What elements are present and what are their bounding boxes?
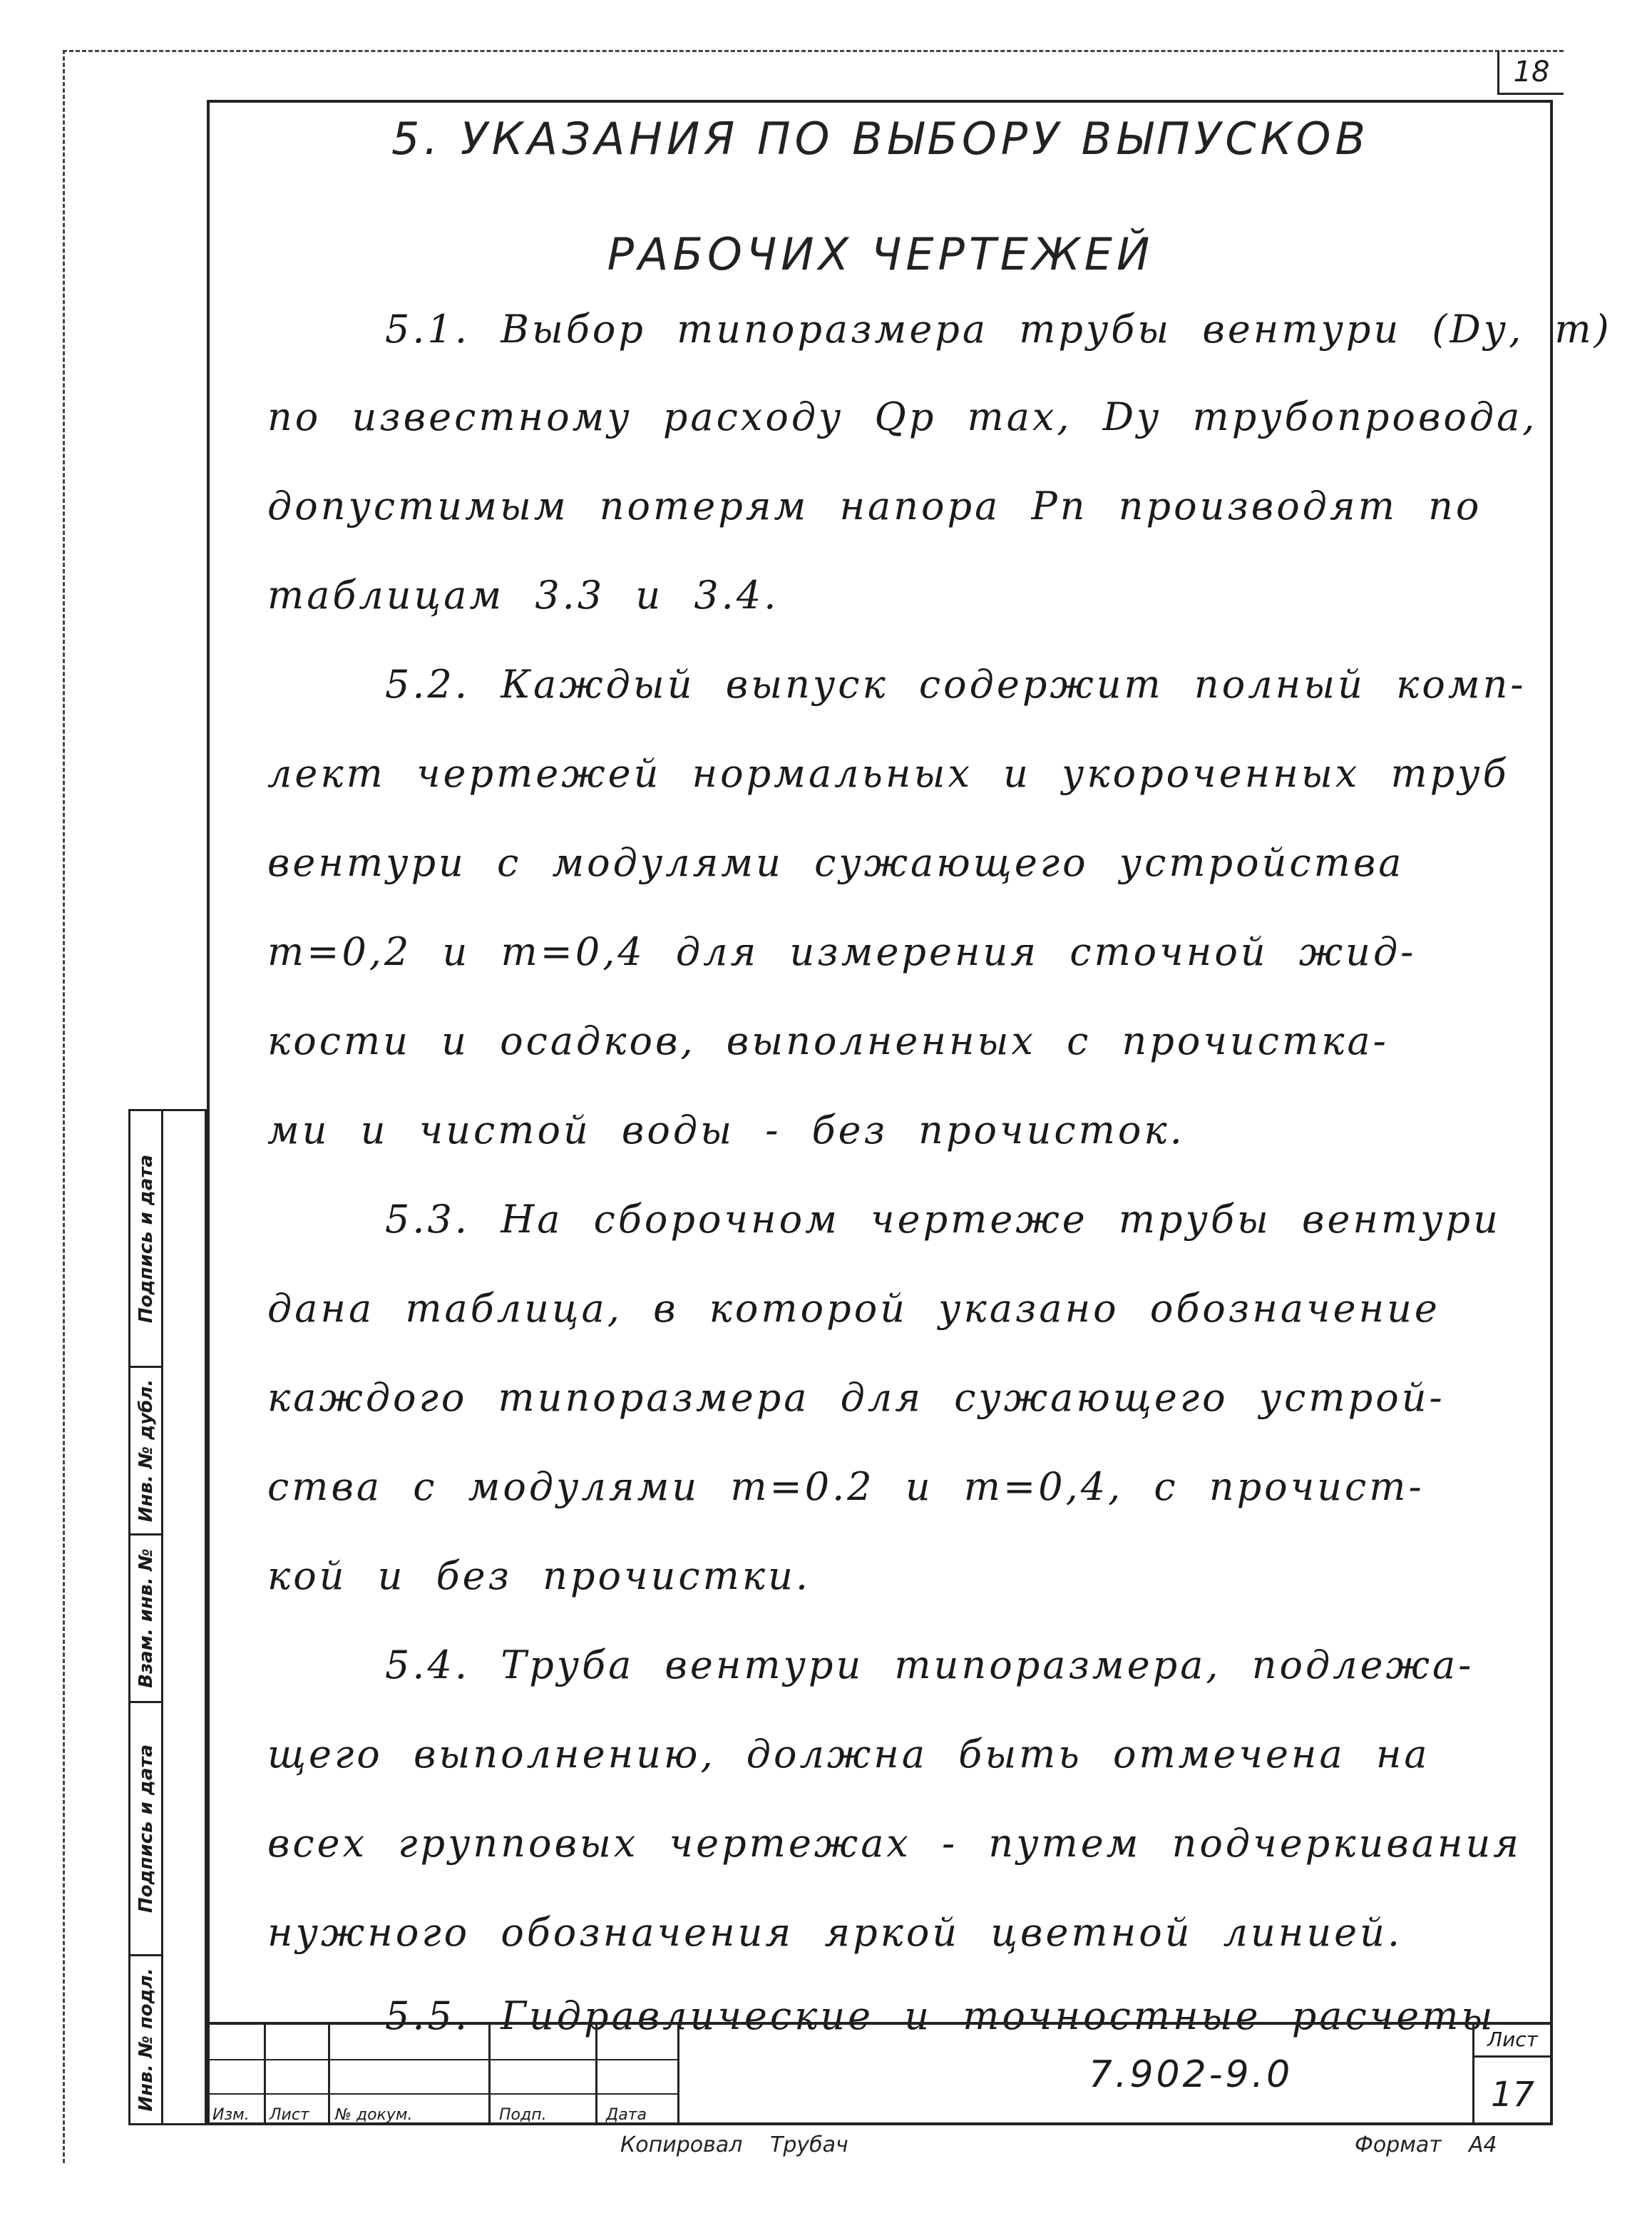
text-line: ми и чистой воды - без прочисток.	[267, 1108, 1185, 1153]
text-line: 5.1. Выбор типоразмера трубы вентури (Dу, m)	[385, 307, 1612, 352]
stamp-row-line	[207, 2059, 677, 2060]
stamp-col-line	[328, 2025, 330, 2125]
stamp-col-line	[207, 2025, 209, 2125]
text-line: дана таблица, в которой указано обозначение	[267, 1286, 1440, 1331]
text-line: по известному расходу Qр max, Dу трубопровода,	[267, 394, 1538, 439]
text-line: кости и осадков, выполненных с прочистка-	[267, 1018, 1389, 1063]
text-line: ства с модулями m=0.2 и m=0,4, с прочист-	[267, 1464, 1425, 1509]
format-value: А4	[1469, 2132, 1497, 2157]
text-line: 5.2. Каждый выпуск содержит полный комп-	[385, 662, 1527, 707]
side-cell	[130, 1956, 163, 2123]
text-line: всех групповых чертежах - путем подчеркивания	[267, 1821, 1522, 1866]
section-title-line-1: 5. УКАЗАНИЯ ПО ВЫБОРУ ВЫПУСКОВ	[391, 113, 1370, 165]
side-label-signature-date-2: Подпись и дата	[135, 1744, 157, 1913]
stamp-row-line	[207, 2093, 677, 2095]
side-cell	[130, 1536, 163, 1703]
top-sheet-number: 18	[1497, 51, 1564, 95]
side-cell	[130, 1368, 163, 1536]
side-label-original-inv: Инв. № подл.	[135, 1968, 157, 2112]
stamp-label-doc-number: № докум.	[335, 2106, 413, 2124]
section-title-line-2: РАБОЧИХ ЧЕРТЕЖЕЙ	[607, 228, 1154, 280]
stamp-label-signature: Подп.	[499, 2106, 547, 2124]
copier-name: Трубач	[770, 2132, 848, 2157]
format-label: Формат	[1355, 2132, 1442, 2157]
stamp-col-line	[595, 2025, 597, 2125]
side-stamp-strip	[128, 1109, 207, 2125]
text-line: таблицам 3.3 и 3.4.	[267, 573, 779, 618]
sheet-cell	[1472, 2025, 1553, 2128]
text-line: m=0,2 и m=0,4 для измерения сточной жид-	[267, 929, 1417, 974]
text-line: вентури с модулями сужающего устройства	[267, 840, 1405, 885]
side-label-duplicate-inv: Инв. № дубл.	[135, 1379, 157, 1523]
text-line: каждого типоразмера для сужающего устрой-	[267, 1375, 1445, 1420]
stamp-label-date: Дата	[606, 2106, 647, 2124]
text-line: 5.4. Труба вентури типоразмера, подлежа-	[385, 1642, 1474, 1687]
text-line: кой и без прочистки.	[267, 1553, 811, 1598]
side-cell	[130, 1111, 163, 1368]
document-code: 7.902-9.0	[1088, 2053, 1293, 2096]
title-block	[207, 2022, 1553, 2125]
stamp-label-sheet: Лист	[270, 2106, 309, 2124]
text-line: допустимым потерям напора Рп производят по	[267, 484, 1482, 528]
stamp-col-line	[264, 2025, 266, 2125]
stamp-col-line	[677, 2025, 679, 2125]
side-cell	[130, 1703, 163, 1956]
side-label-replacing-inv: Взам. инв. №	[135, 1548, 157, 1688]
text-line: 5.3. На сборочном чертеже трубы вентури	[385, 1197, 1501, 1242]
text-line: щего выполнению, должна быть отмечена на	[267, 1732, 1430, 1777]
text-line: 5.5. Гидравлические и точностные расчеты	[385, 1993, 1496, 2038]
text-line: лект чертежей нормальных и укороченных труб	[267, 751, 1509, 796]
sheet-value: 17	[1490, 2075, 1535, 2115]
stamp-col-line	[488, 2025, 491, 2125]
copied-label: Копировал	[620, 2132, 743, 2157]
text-line: нужного обозначения яркой цветной линией.	[267, 1910, 1403, 1955]
side-label-signature-date: Подпись и дата	[135, 1154, 157, 1323]
sheet-label: Лист	[1472, 2028, 1553, 2058]
stamp-label-change: Изм.	[212, 2106, 250, 2124]
